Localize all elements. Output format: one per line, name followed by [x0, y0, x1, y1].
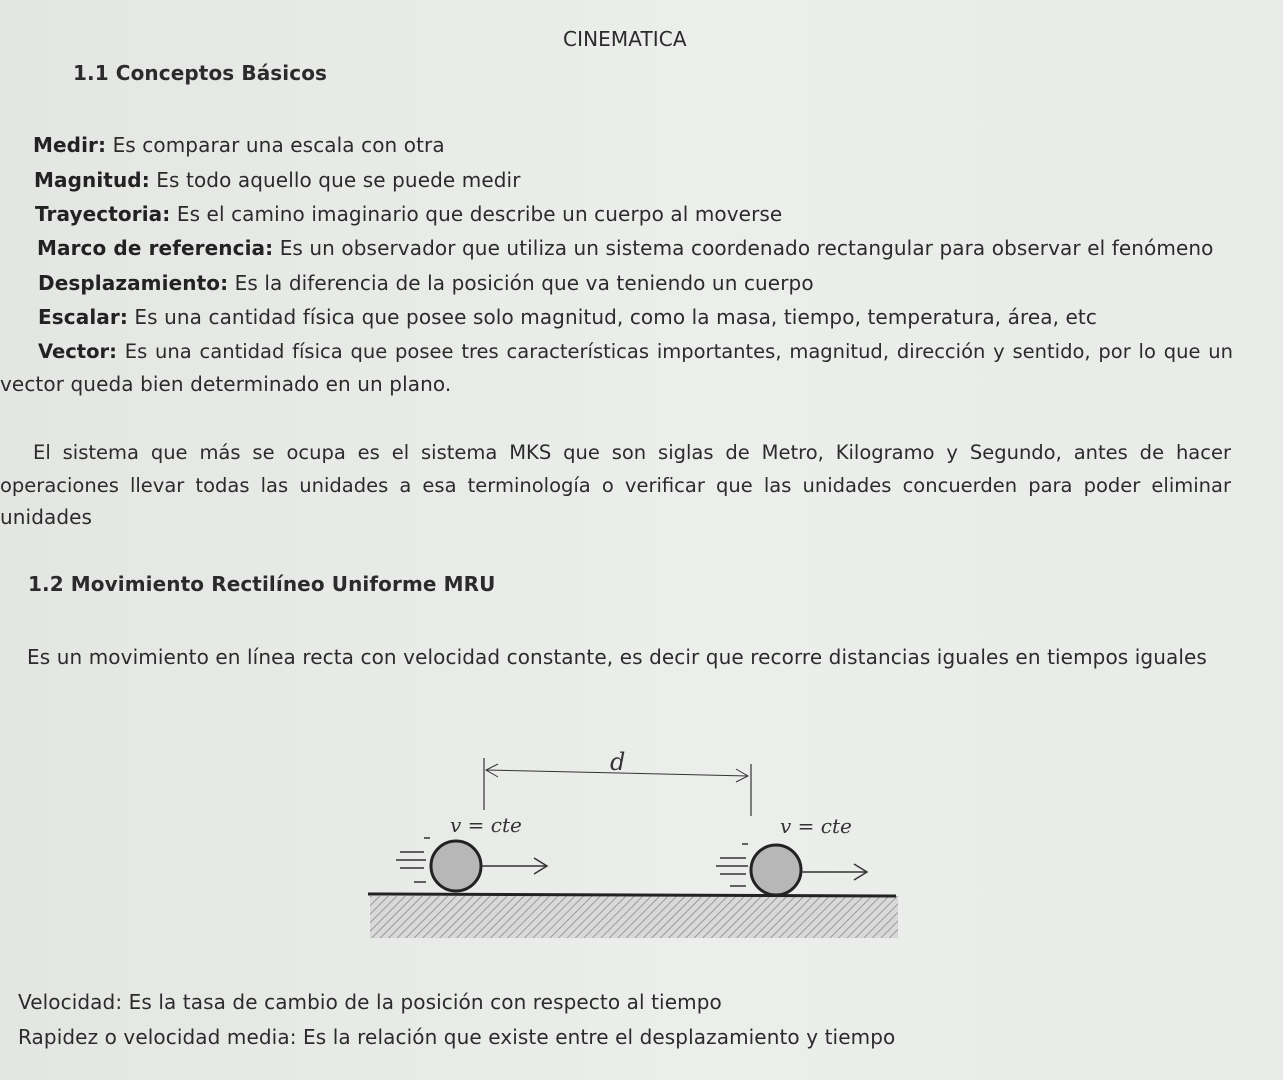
definition-text: Es una cantidad física que posee tres características importantes, magnitud, dirección y sentido, por lo que un: [116, 340, 1233, 363]
definition-text: Es el camino imaginario que describe un cuerpo al moverse: [170, 202, 783, 226]
definition-escalar: [38, 305, 1097, 329]
term: Medir:: [33, 133, 107, 157]
ball-right: [716, 844, 867, 895]
mks-paragraph-line3: unidades: [0, 505, 93, 529]
definition-magnitud: [34, 168, 521, 192]
term: Desplazamiento:: [38, 271, 229, 295]
section-heading-conceptos: 1.1 Conceptos Básicos: [73, 61, 328, 85]
definition-text: Es comparar una escala con otra: [106, 133, 445, 157]
mks-paragraph-line1: El sistema que más se ocupa es el sistema MKS que son siglas de Metro, Kilogramo y Segundo, antes de hacer: [33, 441, 1231, 464]
ground-line: [368, 894, 896, 896]
term: Trayectoria:: [35, 202, 171, 226]
footer-rapidez: Rapidez o velocidad media: Es la relación que existe entre el desplazamiento y tiempo: [18, 1025, 896, 1049]
velocity-label-left: v = cte: [450, 813, 522, 837]
mru-diagram: [366, 748, 902, 944]
definition-text: Es un observador que utiliza un sistema coordenado rectangular para observar el fenómeno: [273, 236, 1214, 260]
section-heading-mru: 1.2 Movimiento Rectilíneo Uniforme MRU: [28, 572, 496, 596]
term: Vector:: [38, 340, 117, 363]
definition-text: Es una cantidad física que posee solo magnitud, como la masa, tiempo, temperatura, área, etc: [127, 305, 1097, 329]
definition-text: Es la diferencia de la posición que va teniendo un cuerpo: [228, 271, 814, 295]
page-title: CINEMATICA: [563, 27, 687, 51]
definition-medir: [33, 133, 445, 157]
mru-definition: Es un movimiento en línea recta con velocidad constante, es decir que recorre distancias iguales en tiempos iguales: [27, 645, 1207, 669]
definition-marco: [37, 236, 1213, 260]
ground-hatch: [370, 896, 898, 938]
definition-desplazamiento: [38, 271, 814, 295]
distance-label: d: [610, 748, 626, 776]
term: Marco de referencia:: [37, 236, 274, 260]
footer-velocidad: Velocidad: Es la tasa de cambio de la posición con respecto al tiempo: [18, 990, 722, 1014]
definition-text: Es todo aquello que se puede medir: [149, 168, 521, 192]
vector-continuation: vector queda bien determinado en un plano.: [0, 372, 452, 396]
definition-trayectoria: [35, 202, 782, 226]
term: Magnitud:: [34, 168, 150, 192]
velocity-label-right: v = cte: [780, 814, 852, 838]
term: Escalar:: [38, 305, 128, 329]
mks-paragraph-line2: operaciones llevar todas las unidades a esa terminología o verificar que las unidades concuerden para poder eliminar: [0, 474, 1231, 497]
ball-left: [396, 838, 547, 891]
definition-vector: [38, 340, 1233, 363]
